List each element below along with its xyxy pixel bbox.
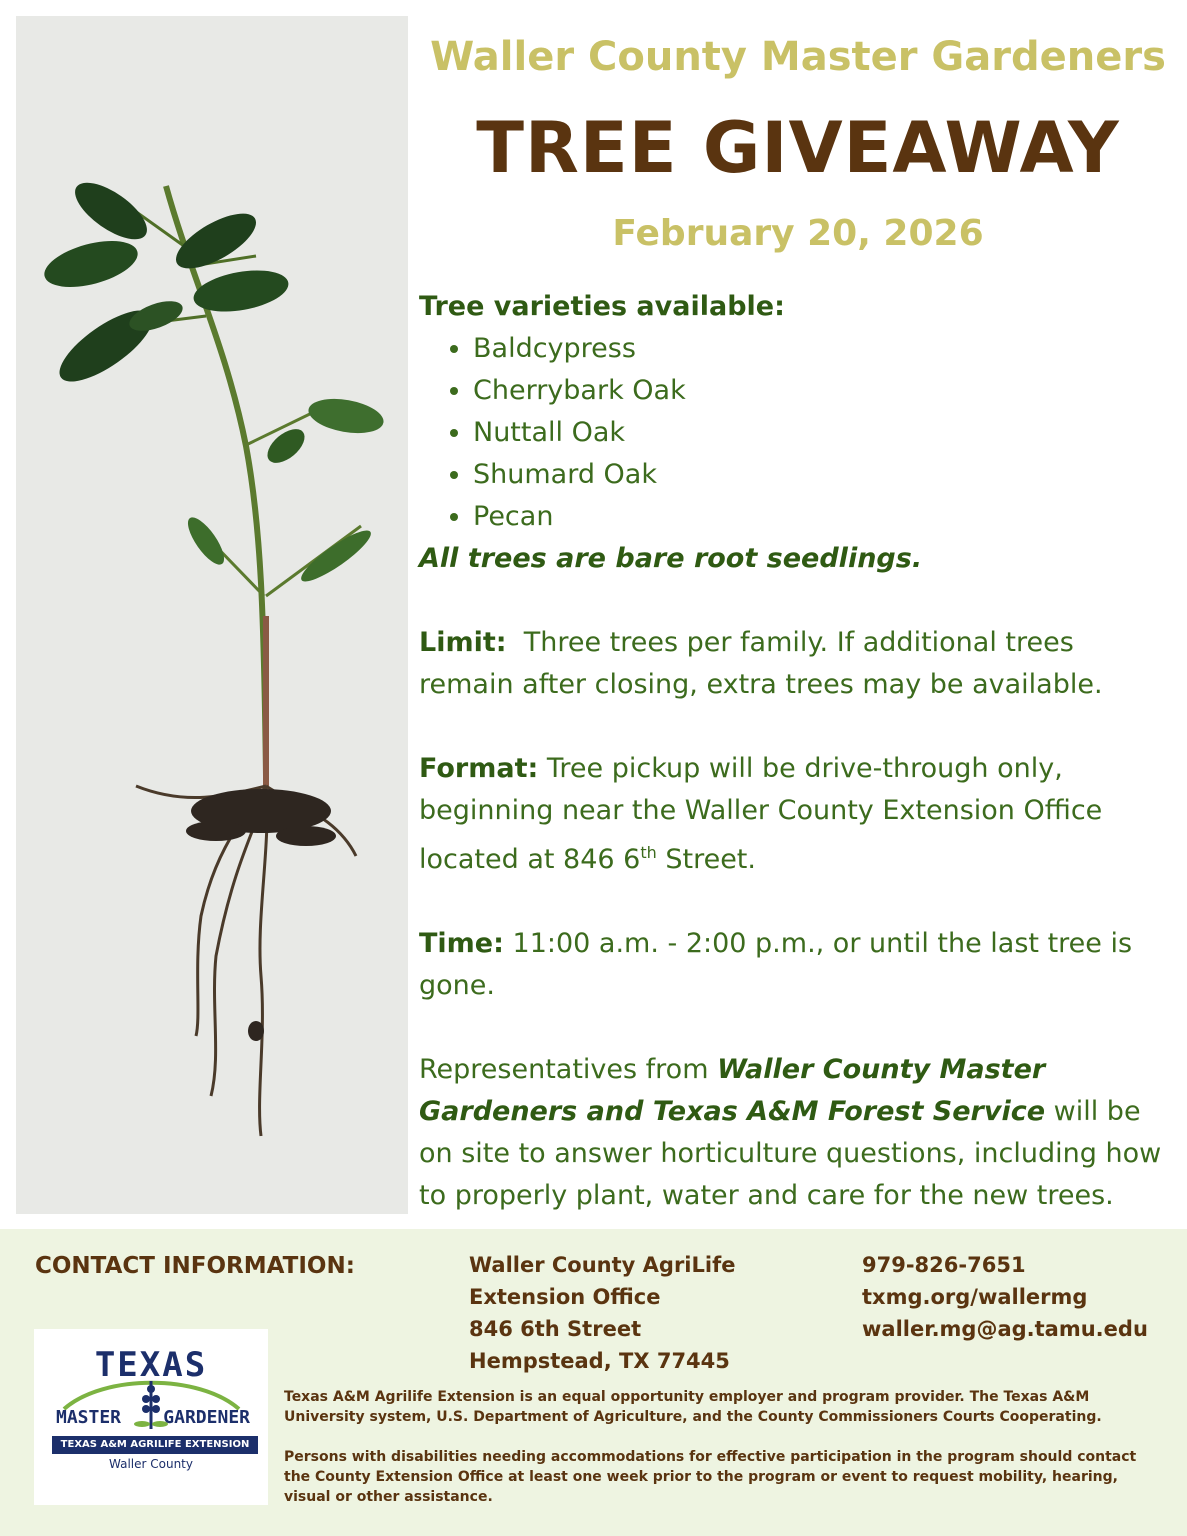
address-line: Extension Office — [469, 1285, 661, 1309]
logo-county-text: Waller County — [109, 1457, 193, 1471]
logo-master-text: MASTER — [56, 1407, 122, 1428]
address-line: Waller County AgriLife — [469, 1253, 736, 1277]
legal-accessibility: Persons with disabilities needing accommodations for effective participation in the program should contact the County Extension Office at least one week prior to the program or event to request mobility, hearing, visual or other assistance. — [284, 1449, 1137, 1505]
seedling-photo — [16, 16, 408, 1214]
logo-gardener-text: GARDENER — [163, 1407, 250, 1428]
format-sup: th — [640, 843, 657, 862]
reps-pre: Representatives from — [419, 1054, 718, 1085]
list-item: • Pecan — [473, 496, 1174, 538]
time-text: 11:00 a.m. - 2:00 p.m., or until the last tree is gone. — [419, 928, 1133, 1001]
details-body — [419, 286, 1174, 1217]
varieties-list — [419, 328, 1174, 538]
list-item: • Shumard Oak — [473, 454, 1174, 496]
list-item: • Cherrybark Oak — [473, 370, 1174, 412]
phone-number[interactable]: 979-826-7651 — [862, 1253, 1026, 1277]
format-label: Format: — [419, 753, 539, 784]
limit-text: Three trees per family. If additional trees remain after closing, extra trees may be available. — [419, 627, 1103, 700]
reps-paragraph — [419, 1049, 1174, 1217]
format-tail: Street. — [656, 844, 756, 875]
website-link[interactable]: txmg.org/wallermg — [862, 1285, 1088, 1309]
contact-heading: CONTACT INFORMATION: — [35, 1253, 355, 1279]
event-date: February 20, 2026 — [612, 213, 984, 254]
email-link[interactable]: waller.mg@ag.tamu.edu — [862, 1317, 1148, 1341]
legal-equal-opportunity: Texas A&M Agrilife Extension is an equal opportunity employer and program provider. The Texas A&M University system, U.S. Department of Agriculture, and the County Commissioners Courts Cooperating. — [284, 1389, 1102, 1425]
limit-paragraph — [419, 622, 1174, 706]
varieties-heading: Tree varieties available: — [419, 291, 785, 322]
address-line: Hempstead, TX 77445 — [469, 1349, 730, 1373]
master-gardener-logo — [34, 1329, 268, 1505]
format-paragraph — [419, 748, 1174, 881]
legal-notice — [284, 1387, 1164, 1527]
reps-post: will be on site to answer horticulture questions, including how to properly plant, water and care for the new trees. — [419, 1096, 1162, 1211]
list-item: • Nuttall Oak — [473, 412, 1174, 454]
logo-agrilife-bar: TEXAS A&M AGRILIFE EXTENSION — [52, 1436, 258, 1454]
address-line: 846 6th Street — [469, 1317, 642, 1341]
office-address — [469, 1249, 735, 1377]
seedling-note: All trees are bare root seedlings. — [419, 543, 923, 574]
seedling-illustration — [16, 16, 408, 1214]
page-title: TREE GIVEAWAY — [476, 107, 1120, 189]
org-heading: Waller County Master Gardeners — [430, 34, 1166, 80]
limit-label: Limit: — [419, 627, 507, 658]
reps-emphasis: Waller County Master Gardeners and Texas A&M Forest Service — [419, 1054, 1046, 1127]
contact-footer — [0, 1229, 1187, 1536]
list-item: • Baldcypress — [473, 328, 1174, 370]
contact-links — [862, 1249, 1148, 1345]
logo-texas-text: TEXAS — [94, 1345, 208, 1385]
format-text: Tree pickup will be drive-through only, beginning near the Waller County Extension Office located at 846 6 — [419, 753, 1103, 875]
time-paragraph — [419, 923, 1174, 1007]
time-label: Time: — [419, 928, 504, 959]
